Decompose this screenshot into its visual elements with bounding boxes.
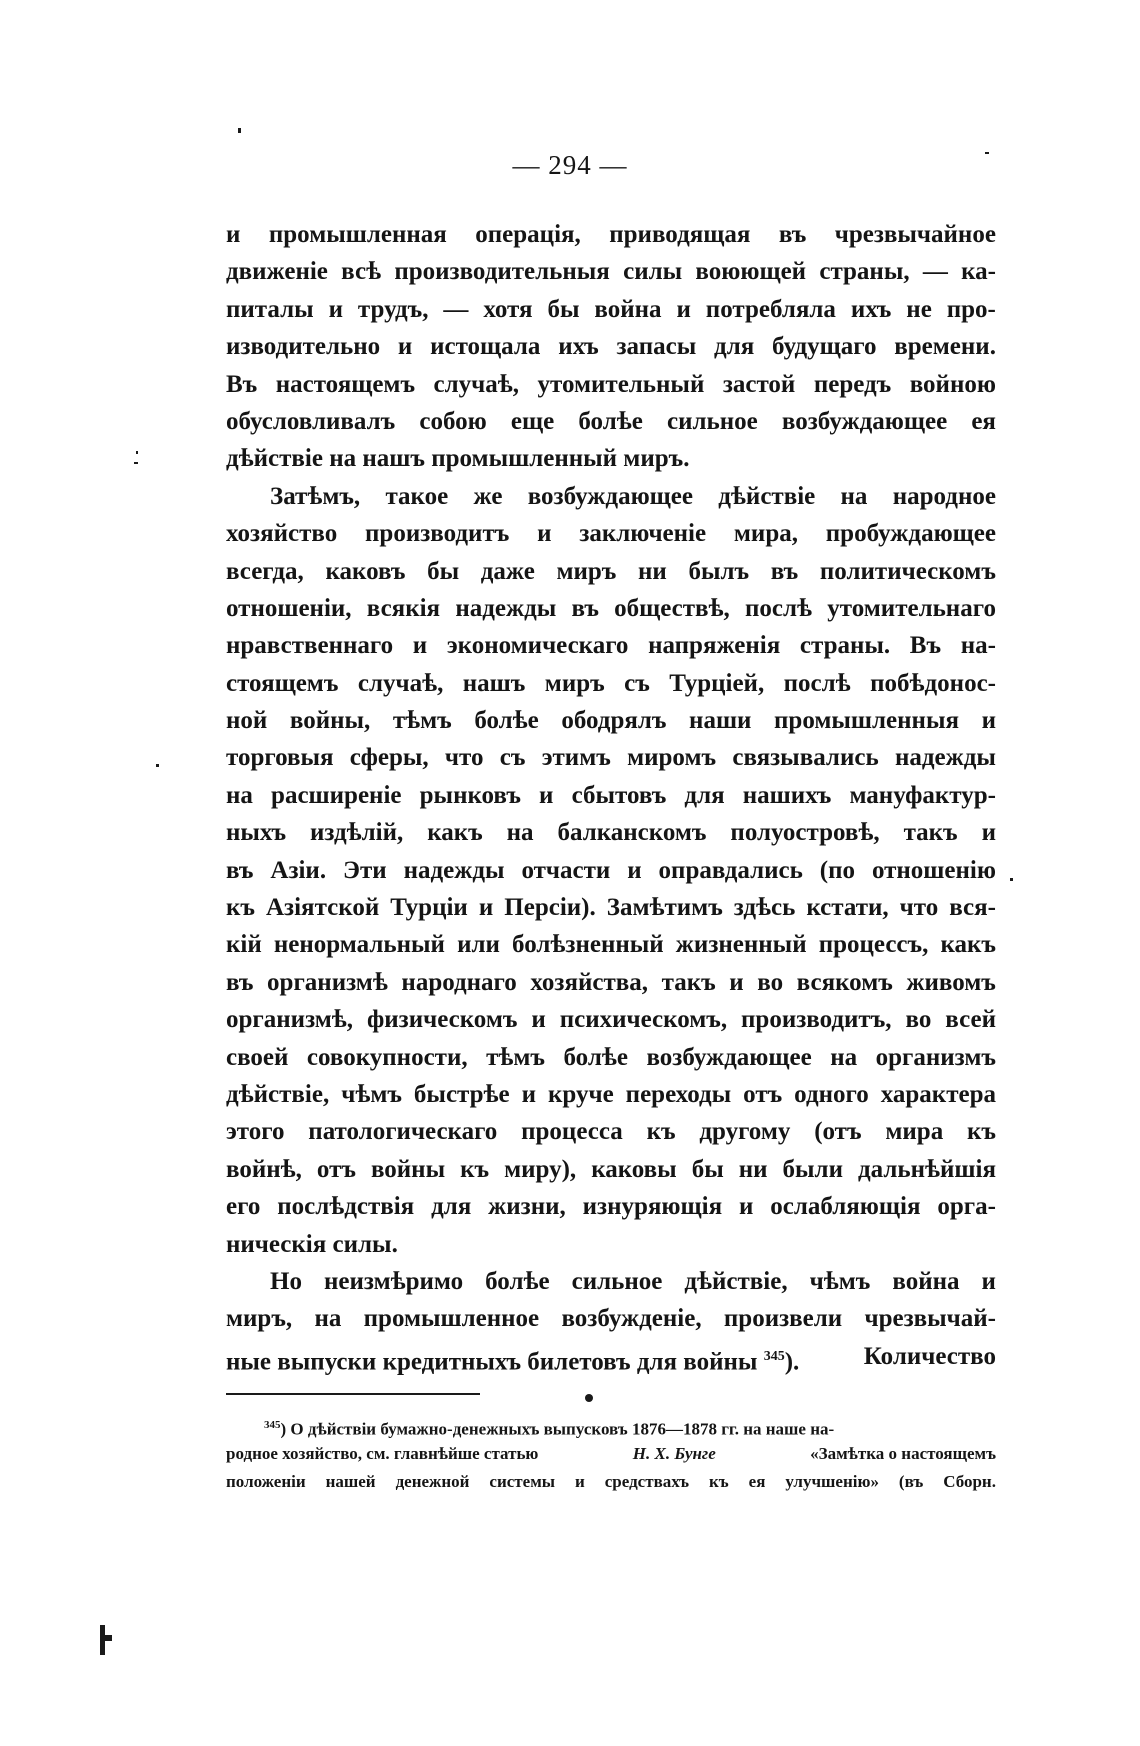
word: и (676, 295, 691, 323)
text-line (226, 926, 996, 963)
text-line (226, 216, 996, 253)
text-line-content: ные выпуски кредитныхъ билетовъ для войны $^{345}$). (226, 1348, 800, 1376)
word: или (457, 931, 500, 959)
word: психическомъ, (559, 1006, 728, 1034)
word: страны, (819, 258, 910, 286)
word: жизненный (675, 931, 807, 959)
text-line (226, 964, 996, 1001)
text-line (226, 1001, 996, 1038)
word: и (575, 1472, 585, 1491)
word: къ (967, 1118, 996, 1146)
word: бы (691, 1155, 724, 1183)
text-line (226, 253, 996, 290)
word: силы (623, 258, 683, 286)
footnote-line (226, 1440, 996, 1469)
margin-speck (134, 462, 138, 464)
word: мануфактур- (849, 781, 996, 809)
word: къ (226, 894, 255, 922)
footnote-line (226, 1468, 996, 1497)
word: застой (722, 370, 796, 398)
text-line (226, 1039, 996, 1076)
word: денежной (395, 1472, 470, 1491)
footnote-marker: 345 (264, 1419, 281, 1431)
word: — (922, 258, 948, 286)
word: всякомъ (796, 968, 893, 996)
text-line (226, 702, 996, 739)
word: возбужденіе, (561, 1305, 702, 1333)
word: его (226, 1193, 261, 1221)
word: операція, (475, 221, 581, 248)
word: и (738, 1193, 754, 1221)
word: для (431, 1193, 472, 1221)
word: и (981, 707, 996, 735)
word: въ (778, 221, 807, 248)
word: дальнѣйшія (857, 1155, 996, 1183)
word: для (684, 781, 725, 809)
footnote-author: Н. Х. Бунге (632, 1443, 716, 1463)
word: одного (794, 1080, 869, 1108)
word: отношенію (871, 856, 996, 884)
word: каковы (591, 1155, 677, 1183)
word: утомительнаго (827, 594, 996, 622)
word: производительныя (394, 258, 610, 286)
word: послѣ (745, 594, 813, 622)
word: и (521, 1080, 537, 1108)
word: напряженія (648, 632, 781, 660)
word: и (539, 781, 554, 809)
word: миромъ (627, 744, 717, 772)
word: и (226, 221, 241, 248)
text-line (226, 1226, 996, 1263)
text-line (226, 291, 996, 328)
word: чѣмъ (809, 1267, 871, 1295)
main-text (226, 216, 996, 1375)
text-line-content: дѣйствіе на нашъ промышленный миръ. (226, 445, 690, 473)
word: ка- (961, 258, 996, 286)
word: случаѣ, (433, 370, 520, 398)
word: политическомъ (819, 557, 996, 585)
word: чрезвычайное (834, 221, 996, 248)
text-line (226, 590, 996, 627)
word: Азіи. (270, 856, 327, 884)
word: болѣе (563, 1043, 628, 1071)
footnote-text: О дѣйствіи бумажно-денежныхъ выпусковъ 1876—1878 гг. на наше на- (290, 1419, 835, 1439)
word: во (757, 968, 784, 996)
word: не (906, 295, 932, 323)
word: производитъ (365, 520, 510, 548)
word: трудъ, (357, 295, 429, 323)
word: экономическаго (446, 632, 629, 660)
word: чѣмъ (341, 1080, 402, 1108)
word: съ (499, 744, 526, 772)
text-line-content: ническія силы. (226, 1230, 398, 1258)
word: побѣдонос- (870, 669, 996, 697)
word: надежды (894, 744, 996, 772)
word: нашъ (462, 669, 526, 697)
word: въ (226, 968, 254, 996)
word: наши (689, 707, 752, 735)
word: еще (510, 407, 555, 435)
word: ея (971, 407, 996, 435)
word: будущаго (772, 333, 877, 361)
margin-speck (985, 152, 989, 154)
word: обусловливалъ (226, 407, 396, 435)
word: на (506, 819, 534, 847)
word: организмѣ, (226, 1006, 354, 1034)
word: народное (892, 482, 996, 510)
word: организмѣ (267, 968, 388, 996)
word: организмъ (875, 1043, 996, 1071)
text-line (226, 553, 996, 590)
word: и (537, 520, 552, 548)
word: питалы (226, 295, 314, 323)
word: и (729, 968, 744, 996)
word: такое (385, 482, 449, 510)
word: же (473, 482, 503, 510)
text-line (226, 777, 996, 814)
word: на (314, 1305, 342, 1333)
word: къ (646, 1118, 676, 1146)
word: съ (624, 669, 650, 697)
word: болѣе (578, 407, 643, 435)
word: переходы (625, 1080, 732, 1108)
footnote-text: «Замѣтка о настоящемъ (810, 1443, 996, 1463)
word: собою (419, 407, 487, 435)
word: рынковъ (419, 781, 521, 809)
word: послѣдствія (277, 1193, 415, 1221)
text-line (226, 627, 996, 664)
word: сбытовъ (571, 781, 667, 809)
margin-speck (1010, 878, 1013, 881)
word: отъ (316, 1155, 356, 1183)
word: ихъ (850, 295, 892, 323)
word: Но (270, 1267, 302, 1295)
word: обществѣ, (614, 594, 730, 622)
text-line (226, 1113, 996, 1150)
word: вся- (949, 894, 996, 922)
word: здѣсь (733, 894, 796, 922)
word: Затѣмъ, (270, 482, 361, 510)
text-line (226, 1076, 996, 1113)
word: что (899, 894, 939, 922)
word: возбуждающее (781, 407, 948, 435)
word: круче (548, 1080, 614, 1108)
margin-speck (136, 451, 138, 454)
word: и (412, 632, 428, 660)
word: Въ (226, 370, 258, 398)
word: пробуждающее (825, 520, 996, 548)
word: нашей (325, 1472, 376, 1491)
footnote (226, 1411, 996, 1497)
footnote-line (226, 1411, 996, 1440)
footnote-line-content: $^{345}$) О дѣйствіи бумажно-денежныхъ выпусковъ 1876—1878 гг. на наше на- (264, 1419, 835, 1439)
word: къ (460, 1155, 490, 1183)
word: ныхъ (226, 819, 287, 847)
word: на- (960, 632, 996, 660)
word: средствахъ (604, 1472, 690, 1491)
word: Эти (343, 856, 387, 884)
word: кстати, (806, 894, 889, 922)
text-line (226, 515, 996, 552)
word: — (443, 295, 469, 323)
word: войнѣ, (226, 1155, 302, 1183)
text-line (226, 328, 996, 365)
word: болѣе (485, 1267, 550, 1295)
word: тѣмъ (486, 1043, 545, 1071)
word: системы (489, 1472, 556, 1491)
word: во (905, 1006, 932, 1034)
word: возбуждающее (646, 1043, 812, 1071)
word: нашихъ (742, 781, 832, 809)
word: мира, (733, 520, 798, 548)
word: Количество (863, 1342, 996, 1370)
word: какъ (427, 819, 483, 847)
word: ободрялъ (561, 707, 667, 735)
word: заключеніе (579, 520, 707, 548)
margin-speck (156, 764, 159, 767)
word: болѣе (474, 707, 539, 735)
word: оправдались (658, 856, 803, 884)
word: на (840, 482, 868, 510)
text-line (226, 814, 996, 851)
word: войною (909, 370, 996, 398)
word: въ (770, 557, 799, 585)
word: что (444, 744, 484, 772)
word: движеніе (226, 258, 328, 286)
word: ея (748, 1472, 766, 1491)
word: улучшенію» (785, 1472, 879, 1491)
word: каковъ (325, 557, 406, 585)
paragraph-start-line (226, 478, 996, 515)
word: война (892, 1267, 960, 1295)
page-number: — 294 — (512, 150, 628, 180)
word: дѣйствіе, (226, 1080, 330, 1108)
word: быстрѣе (413, 1080, 510, 1108)
word: чрезвычай- (864, 1305, 996, 1333)
word: Въ (909, 632, 942, 660)
word: ни (738, 1155, 768, 1183)
word: дѣйствіе, (684, 1267, 788, 1295)
word: запасы (616, 333, 697, 361)
text-line (226, 852, 996, 889)
word: Персіи). (504, 894, 596, 922)
word: характера (880, 1080, 996, 1108)
word: послѣ (783, 669, 851, 697)
word: даже (480, 557, 535, 585)
word: война (594, 295, 662, 323)
word: другому (699, 1118, 791, 1146)
word: передъ (813, 370, 892, 398)
word: Турціей, (669, 669, 765, 697)
word: Замѣтимъ (606, 894, 723, 922)
word: времени. (894, 333, 996, 361)
word: (по (819, 856, 856, 884)
text-line (226, 440, 996, 477)
word: воюющей (695, 258, 807, 286)
word: утомительный (537, 370, 705, 398)
word: бы (547, 295, 580, 323)
word: стоящемъ (226, 669, 339, 697)
word: торговыя (226, 744, 334, 772)
word: положеніи (226, 1472, 306, 1491)
word: Азіятской (266, 894, 380, 922)
word: живомъ (906, 968, 996, 996)
word: миру), (504, 1155, 577, 1183)
word: сферы, (349, 744, 429, 772)
word: ни (638, 557, 667, 585)
word: тѣмъ (392, 707, 452, 735)
text-line-start: ные выпуски кредитныхъ билетовъ для войны (226, 1348, 758, 1376)
word: неизмѣримо (323, 1267, 464, 1295)
word: и (627, 856, 642, 884)
word: всей (945, 1006, 996, 1034)
word: въ (571, 594, 599, 622)
text-line (226, 739, 996, 776)
word: отношеніи, (226, 594, 352, 622)
word: совокупности, (306, 1043, 468, 1071)
margin-mark (100, 1625, 105, 1655)
word: и (328, 295, 343, 323)
text-line (226, 1338, 996, 1375)
word: дѣйствіе (718, 482, 816, 510)
footnote-text: родное хозяйство, см. главнѣйше статью (226, 1443, 539, 1463)
word: промышленная (268, 221, 447, 248)
text-line (226, 665, 996, 702)
word: на (226, 781, 253, 809)
footnote-reference[interactable]: 345 (763, 1348, 785, 1364)
word: процессъ, (818, 931, 929, 959)
word: ихъ (558, 333, 599, 361)
word: былъ (688, 557, 750, 585)
word: про- (946, 295, 996, 323)
word: болѣзненный (512, 931, 664, 959)
word: хозяйство (226, 520, 338, 548)
word: къ (708, 1472, 729, 1491)
word: потребляла (705, 295, 836, 323)
word: связывались (732, 744, 879, 772)
word: приводящая (609, 221, 751, 248)
text-line (226, 1151, 996, 1188)
word: издѣлій, (309, 819, 404, 847)
word: сильное (666, 407, 758, 435)
text-line (226, 366, 996, 403)
word: надежды (455, 594, 557, 622)
word: миръ, (226, 1305, 293, 1333)
text-line (226, 403, 996, 440)
word: и (531, 1006, 546, 1034)
word: расширеніе (271, 781, 402, 809)
word: войны, (289, 707, 371, 735)
word: истощала (430, 333, 541, 361)
word: и (981, 1267, 996, 1295)
word: и (478, 894, 494, 922)
word: какъ (940, 931, 996, 959)
word: Сборн. (943, 1472, 996, 1491)
word: балканскомъ (557, 819, 707, 847)
word: патологическаго (308, 1118, 498, 1146)
word: и (397, 333, 413, 361)
word: произвели (723, 1305, 843, 1333)
word: этимъ (541, 744, 611, 772)
word: кій (226, 931, 262, 959)
word: всегда, (226, 557, 304, 585)
word: въ (226, 856, 254, 884)
word: полуостровѣ, (730, 819, 880, 847)
word: своей (226, 1043, 289, 1071)
word: возбуждающее (527, 482, 693, 510)
word: процесса (521, 1118, 623, 1146)
word: случаѣ, (357, 669, 444, 697)
word: мира (885, 1118, 944, 1146)
word: отчасти (521, 856, 611, 884)
word: (въ (898, 1472, 924, 1491)
word: изводительно (226, 333, 381, 361)
margin-speck (238, 128, 241, 133)
word: этого (226, 1118, 285, 1146)
word: производитъ, (741, 1006, 892, 1034)
word: всѣ (341, 258, 382, 286)
word: на (830, 1043, 858, 1071)
word: для (714, 333, 755, 361)
word: изнуряющія (582, 1193, 723, 1221)
word: ослабляющія (770, 1193, 921, 1221)
word: миръ (556, 557, 617, 585)
word: жизни, (488, 1193, 566, 1221)
word: народнаго (401, 968, 517, 996)
word: такъ (661, 968, 716, 996)
word: (отъ (814, 1118, 862, 1146)
word: Турціи (390, 894, 468, 922)
word: ной (226, 707, 268, 735)
word: физическомъ (366, 1006, 518, 1034)
word: надежды (403, 856, 505, 884)
word: бы (427, 557, 460, 585)
word: отъ (743, 1080, 783, 1108)
footnote-rule (226, 1393, 480, 1395)
word: орга- (937, 1193, 996, 1221)
word: и (981, 819, 996, 847)
paragraph-start-line (226, 1263, 996, 1300)
word: настоящемъ (275, 370, 416, 398)
text-line (226, 1188, 996, 1225)
word: такъ (903, 819, 958, 847)
word: страны. (799, 632, 891, 660)
word: были (782, 1155, 843, 1183)
word: миръ (544, 669, 605, 697)
word: нравственнаго (226, 632, 394, 660)
word: ненормальный (273, 931, 445, 959)
word: всякія (366, 594, 441, 622)
print-dot (585, 1394, 593, 1402)
word: войны (370, 1155, 446, 1183)
text-line (226, 1300, 996, 1337)
word: промышленныя (774, 707, 959, 735)
word: хозяйства, (530, 968, 649, 996)
text-line (226, 889, 996, 926)
word: сильное (571, 1267, 663, 1295)
word: промышленное (363, 1305, 540, 1333)
word: хотя (483, 295, 533, 323)
